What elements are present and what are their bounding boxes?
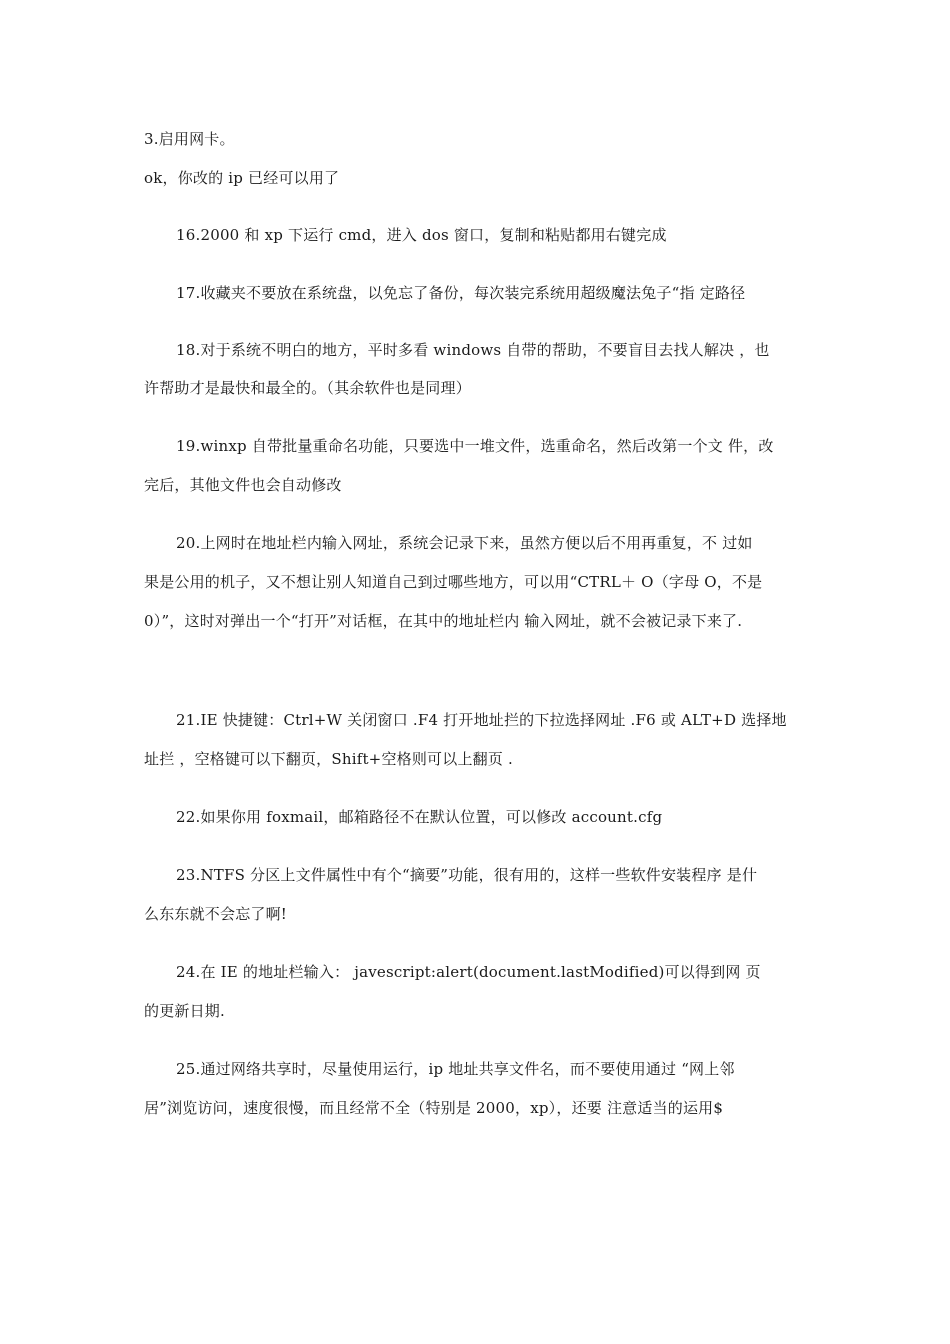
text-line-item-24-cont: 的更新日期. (144, 1002, 225, 1020)
text-line-item-17: 17.收藏夹不要放在系统盘，以免忘了备份，每次装完系统用超级魔法兔子“指 定路径 (176, 284, 746, 302)
text-line-item-25-cont: 居”浏览访问，速度很慢，而且经常不全（特别是 2000，xp），还要 注意适当的运用$ (144, 1099, 724, 1117)
text-line-item-23: 23.NTFS 分区上文件属性中有个“摘要”功能，很有用的，这样一些软件安装程序 是什 (176, 866, 758, 884)
text-line-item-20: 20.上网时在地址栏内输入网址，系统会记录下来，虽然方便以后不用再重复，不 过如 (176, 534, 753, 552)
text-line-item-19-cont: 完后，其他文件也会自动修改 (144, 476, 342, 494)
text-line-item-25: 25.通过网络共享时，尽量使用运行，ip 地址共享文件名，而不要使用通过 “网上邻 (176, 1060, 735, 1078)
text-line-item-21: 21.IE 快捷键：Ctrl+W 关闭窗口 .F4 打开地址拦的下拉选择网址 .F6 或 ALT+D 选择地 (176, 711, 787, 729)
text-line-ip-note: ok，你改的 ip 已经可以用了 (144, 169, 340, 187)
text-line-item-24: 24.在 IE 的地址栏输入： javescript:alert(document.lastModified)可以得到网 页 (176, 963, 761, 981)
text-line-item-23-cont: 么东东就不会忘了啊! (144, 905, 288, 923)
text-line-item-20-cont-2: 0）”，这时对弹出一个“打开”对话框，在其中的地址栏内 输入网址，就不会被记录下来了. (144, 612, 743, 630)
text-line-item-16: 16.2000 和 xp 下运行 cmd，进入 dos 窗口，复制和粘贴都用右键完成 (176, 226, 667, 244)
text-line-item-3: 3.启用网卡。 (144, 130, 235, 148)
text-line-item-22: 22.如果你用 foxmail，邮箱路径不在默认位置，可以修改 account.cfg (176, 808, 663, 826)
text-line-item-21-cont: 址拦 ，空格键可以下翻页，Shift+空格则可以上翻页 . (144, 750, 513, 768)
text-line-item-18-cont: 许帮助才是最快和最全的。（其余软件也是同理） (144, 379, 471, 397)
text-line-item-19: 19.winxp 自带批量重命名功能，只要选中一堆文件，选重命名，然后改第一个文 件，改 (176, 437, 774, 455)
text-line-item-18: 18.对于系统不明白的地方，平时多看 windows 自带的帮助，不要盲目去找人解决 ，也 (176, 341, 770, 359)
text-line-item-20-cont-1: 果是公用的机子，又不想让别人知道自己到过哪些地方，可以用“CTRL＋ O（字母 O，不是 (144, 573, 763, 591)
